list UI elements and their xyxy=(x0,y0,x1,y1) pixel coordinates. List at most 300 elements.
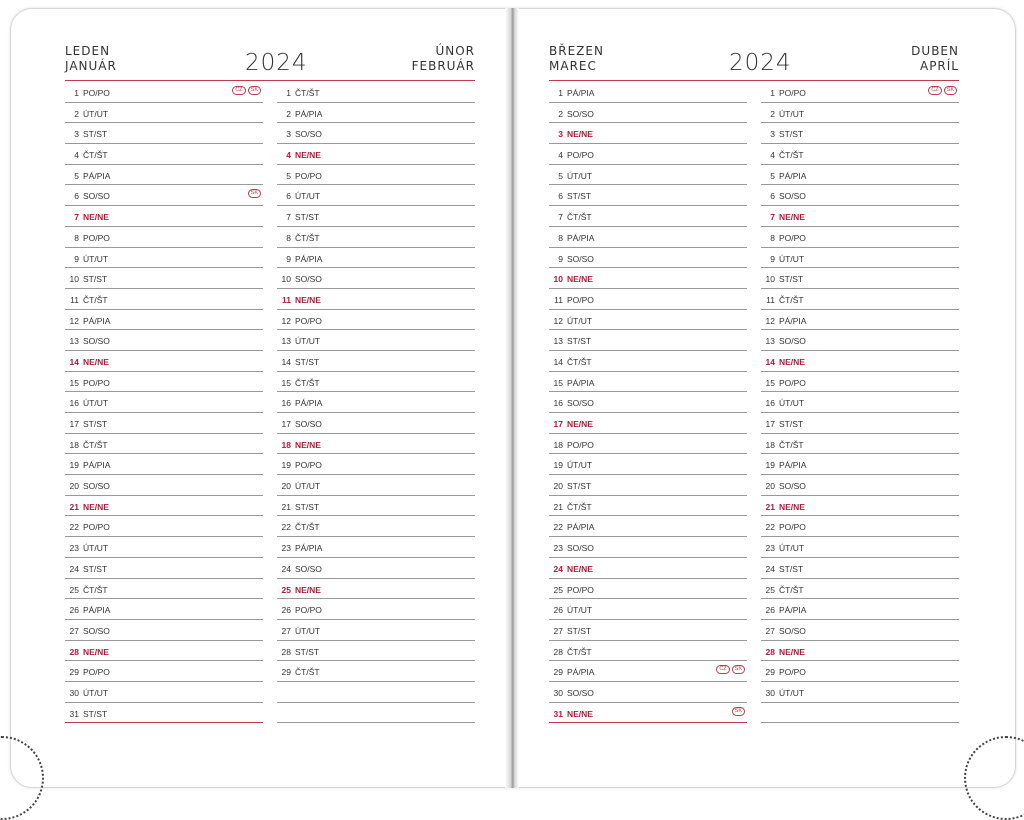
day-number: 19 xyxy=(281,460,291,471)
day-number: 28 xyxy=(553,646,563,657)
day-name: ČT/ŠT xyxy=(295,667,320,678)
day-name: NE/NE xyxy=(295,584,321,595)
day-number: 6 xyxy=(558,191,563,202)
day-number: 22 xyxy=(69,522,79,533)
day-number: 4 xyxy=(558,150,563,161)
day-name: ÚT/UT xyxy=(779,543,805,554)
day-name: PÁ/PIA xyxy=(83,460,111,471)
day-name: SO/SO xyxy=(295,274,322,285)
day-number: 20 xyxy=(69,481,79,492)
day-number: 8 xyxy=(286,232,291,243)
day-name: ČT/ŠT xyxy=(779,439,804,450)
day-row xyxy=(761,144,959,165)
day-number: 6 xyxy=(286,191,291,202)
day-row xyxy=(277,123,475,144)
day-name: ČT/ŠT xyxy=(567,646,592,657)
day-row xyxy=(549,682,747,703)
day-number: 2 xyxy=(558,108,563,119)
day-name: PO/PO xyxy=(83,232,110,243)
day-row xyxy=(549,310,747,331)
day-name: NE/NE xyxy=(567,274,593,285)
day-row xyxy=(549,144,747,165)
month-name-sk: APRÍL xyxy=(919,59,959,73)
day-name: ÚT/UT xyxy=(567,315,593,326)
day-number: 27 xyxy=(553,625,563,636)
day-name: SO/SO xyxy=(779,191,806,202)
day-number: 7 xyxy=(558,212,563,223)
day-row xyxy=(761,454,959,475)
day-name: ČT/ŠT xyxy=(295,232,320,243)
day-number: 23 xyxy=(765,543,775,554)
day-row xyxy=(277,310,475,331)
day-row xyxy=(65,351,263,372)
day-name: PÁ/PIA xyxy=(567,522,595,533)
day-name: SO/SO xyxy=(83,336,110,347)
day-row xyxy=(549,579,747,600)
day-row xyxy=(761,599,959,620)
day-row xyxy=(761,165,959,186)
day-row xyxy=(761,682,959,703)
day-name: PÁ/PIA xyxy=(83,315,111,326)
day-name: SO/SO xyxy=(567,543,594,554)
day-name: ST/ST xyxy=(295,212,320,223)
holiday-badge-cz: CZ xyxy=(928,86,941,95)
day-row xyxy=(761,579,959,600)
day-number: 12 xyxy=(765,315,775,326)
day-name: PÁ/PIA xyxy=(779,170,807,181)
day-row xyxy=(549,268,747,289)
day-name: ÚT/UT xyxy=(83,108,109,119)
day-row xyxy=(277,620,475,641)
day-name: NE/NE xyxy=(83,212,109,223)
holiday-badge-sk: SK xyxy=(944,86,957,95)
day-row xyxy=(549,123,747,144)
month-name-sk: JANUÁR xyxy=(65,59,117,73)
day-row xyxy=(65,227,263,248)
day-row xyxy=(549,289,747,310)
day-name: PO/PO xyxy=(83,88,110,98)
day-number: 13 xyxy=(553,336,563,347)
day-row xyxy=(549,475,747,496)
day-number: 5 xyxy=(770,170,775,181)
day-name: PÁ/PIA xyxy=(779,460,807,471)
day-number: 22 xyxy=(281,522,291,533)
day-number: 20 xyxy=(765,481,775,492)
day-number: 17 xyxy=(69,419,79,429)
day-number: 26 xyxy=(281,605,291,616)
year-label: 2024 xyxy=(245,50,308,76)
day-number: 10 xyxy=(281,274,291,285)
day-row xyxy=(761,516,959,537)
day-name: ST/ST xyxy=(567,481,592,492)
day-number: 20 xyxy=(553,481,563,492)
holiday-badge-cz: CZ xyxy=(232,86,245,95)
day-name: ČT/ŠT xyxy=(295,377,320,388)
month-label-february xyxy=(412,44,475,74)
day-number: 24 xyxy=(553,563,563,574)
day-row xyxy=(277,413,475,434)
day-number: 29 xyxy=(765,667,775,678)
day-number: 16 xyxy=(765,398,775,409)
day-row xyxy=(549,165,747,186)
day-row xyxy=(761,289,959,310)
day-number: 29 xyxy=(69,667,79,678)
day-number: 4 xyxy=(286,150,291,161)
day-name: PÁ/PIA xyxy=(567,232,595,243)
day-name: ČT/ŠT xyxy=(567,356,592,367)
day-name: ÚT/UT xyxy=(779,687,805,698)
day-row xyxy=(761,537,959,558)
day-number: 21 xyxy=(553,501,563,512)
day-row xyxy=(277,661,475,682)
day-row xyxy=(549,496,747,517)
holiday-badges xyxy=(732,707,745,716)
day-name: NE/NE xyxy=(295,439,321,450)
day-name: PÁ/PIA xyxy=(567,667,595,678)
day-row xyxy=(65,682,263,703)
day-number: 7 xyxy=(74,212,79,223)
day-number: 27 xyxy=(765,625,775,636)
day-name: ÚT/UT xyxy=(779,398,805,409)
day-row xyxy=(65,641,263,662)
day-name: ČT/ŠT xyxy=(567,212,592,223)
day-number: 19 xyxy=(765,460,775,471)
day-number: 31 xyxy=(69,708,79,719)
day-name: NE/NE xyxy=(779,501,805,512)
day-name: ÚT/UT xyxy=(567,170,593,181)
day-name: NE/NE xyxy=(83,646,109,657)
day-row xyxy=(761,620,959,641)
day-number: 27 xyxy=(281,625,291,636)
month-name-sk: FEBRUÁR xyxy=(411,59,475,73)
march-days-column xyxy=(549,82,747,723)
day-row xyxy=(65,310,263,331)
day-number: 21 xyxy=(69,501,79,512)
day-row xyxy=(761,123,959,144)
day-row xyxy=(277,372,475,393)
day-row xyxy=(761,206,959,227)
day-row xyxy=(65,661,263,682)
day-name: ČT/ŠT xyxy=(567,501,592,512)
day-number: 16 xyxy=(281,398,291,409)
day-row xyxy=(761,351,959,372)
day-name: ST/ST xyxy=(779,563,804,574)
day-number: 9 xyxy=(770,253,775,264)
day-name: ČT/ŠT xyxy=(83,584,108,595)
day-number: 13 xyxy=(765,336,775,347)
day-name: PÁ/PIA xyxy=(567,88,595,98)
day-name: ÚT/UT xyxy=(779,108,805,119)
day-name: NE/NE xyxy=(567,129,593,140)
day-name: SO/SO xyxy=(567,687,594,698)
day-row xyxy=(761,434,959,455)
day-row xyxy=(277,454,475,475)
day-row xyxy=(65,516,263,537)
day-name: PO/PO xyxy=(83,667,110,678)
day-number: 14 xyxy=(69,356,79,367)
day-number: 4 xyxy=(74,150,79,161)
day-row xyxy=(549,351,747,372)
day-row xyxy=(277,392,475,413)
day-row xyxy=(277,579,475,600)
day-row xyxy=(761,496,959,517)
day-row xyxy=(277,185,475,206)
day-number: 5 xyxy=(74,170,79,181)
day-row xyxy=(549,248,747,269)
day-name: SO/SO xyxy=(83,481,110,492)
day-name: ST/ST xyxy=(779,129,804,140)
april-days-column xyxy=(761,82,959,723)
day-number: 9 xyxy=(74,253,79,264)
holiday-badge-sk: SK xyxy=(732,707,745,716)
day-name: PO/PO xyxy=(83,377,110,388)
day-name: SO/SO xyxy=(567,253,594,264)
day-row xyxy=(761,392,959,413)
day-number: 9 xyxy=(558,253,563,264)
day-name: ÚT/UT xyxy=(83,687,109,698)
february-days-column xyxy=(277,82,475,723)
day-row xyxy=(761,661,959,682)
day-name: ÚT/UT xyxy=(567,605,593,616)
day-number: 13 xyxy=(69,336,79,347)
day-number: 15 xyxy=(69,377,79,388)
day-number: 26 xyxy=(69,605,79,616)
day-number: 11 xyxy=(70,294,79,305)
day-name: ST/ST xyxy=(83,129,108,140)
day-name: PÁ/PIA xyxy=(83,605,111,616)
day-name: SO/SO xyxy=(779,481,806,492)
day-number: 2 xyxy=(770,108,775,119)
day-number: 26 xyxy=(553,605,563,616)
day-number: 19 xyxy=(69,460,79,471)
day-name: SO/SO xyxy=(779,625,806,636)
day-name: NE/NE xyxy=(83,501,109,512)
day-name: NE/NE xyxy=(295,294,321,305)
day-name: ÚT/UT xyxy=(295,481,321,492)
day-number: 6 xyxy=(74,191,79,202)
day-name: ÚT/UT xyxy=(295,625,321,636)
day-name: SO/SO xyxy=(567,108,594,119)
month-name-sk: MAREC xyxy=(549,59,597,73)
day-name: PO/PO xyxy=(779,667,806,678)
day-number: 16 xyxy=(553,398,563,409)
day-row xyxy=(549,558,747,579)
day-name: SO/SO xyxy=(779,336,806,347)
day-name: PÁ/PIA xyxy=(295,108,323,119)
day-number: 10 xyxy=(69,274,79,285)
day-row xyxy=(277,289,475,310)
day-number: 24 xyxy=(765,563,775,574)
day-name: ČT/ŠT xyxy=(83,294,108,305)
day-row xyxy=(277,475,475,496)
day-number: 28 xyxy=(765,646,775,657)
day-number: 8 xyxy=(770,232,775,243)
day-name: ČT/ŠT xyxy=(779,294,804,305)
day-name: ST/ST xyxy=(83,708,108,719)
day-number: 13 xyxy=(281,336,291,347)
day-name: PO/PO xyxy=(567,294,594,305)
day-name: NE/NE xyxy=(295,150,321,161)
day-row xyxy=(277,268,475,289)
day-number: 18 xyxy=(69,439,79,450)
day-name: ÚT/UT xyxy=(567,460,593,471)
day-row xyxy=(549,392,747,413)
day-number: 28 xyxy=(281,646,291,657)
day-number: 15 xyxy=(553,377,563,388)
day-row xyxy=(65,475,263,496)
day-number: 30 xyxy=(553,687,563,698)
day-number: 8 xyxy=(74,232,79,243)
day-number: 25 xyxy=(281,584,291,595)
day-row xyxy=(277,330,475,351)
day-name: ÚT/UT xyxy=(83,398,109,409)
day-number: 15 xyxy=(765,377,775,388)
day-name: ST/ST xyxy=(779,419,804,429)
day-row xyxy=(549,516,747,537)
day-row xyxy=(761,248,959,269)
day-row xyxy=(761,185,959,206)
day-name: NE/NE xyxy=(567,563,593,574)
day-row xyxy=(277,682,475,703)
day-name: ST/ST xyxy=(83,419,108,429)
day-row xyxy=(549,185,747,206)
day-name: SO/SO xyxy=(295,419,322,429)
day-number: 1 xyxy=(558,88,563,98)
day-row xyxy=(549,227,747,248)
day-row xyxy=(277,206,475,227)
left-page-header xyxy=(65,44,475,81)
day-row xyxy=(65,579,263,600)
day-name: ČT/ŠT xyxy=(83,439,108,450)
day-number: 8 xyxy=(558,232,563,243)
day-number: 10 xyxy=(765,274,775,285)
day-row xyxy=(277,703,475,724)
day-name: ÚT/UT xyxy=(83,543,109,554)
day-row xyxy=(65,703,263,724)
day-row xyxy=(761,268,959,289)
day-name: NE/NE xyxy=(779,212,805,223)
day-row xyxy=(549,703,747,724)
day-row xyxy=(277,599,475,620)
day-number: 4 xyxy=(770,150,775,161)
book-spine xyxy=(505,8,519,788)
day-row xyxy=(65,165,263,186)
day-row xyxy=(549,82,747,103)
day-row xyxy=(277,558,475,579)
day-row xyxy=(65,413,263,434)
day-number: 21 xyxy=(765,501,775,512)
day-name: PO/PO xyxy=(295,605,322,616)
day-name: ST/ST xyxy=(567,336,592,347)
day-name: PÁ/PIA xyxy=(295,253,323,264)
day-number: 7 xyxy=(286,212,291,223)
day-name: ST/ST xyxy=(295,356,320,367)
day-number: 3 xyxy=(558,129,563,140)
day-number: 1 xyxy=(74,88,79,98)
day-number: 30 xyxy=(765,687,775,698)
day-row xyxy=(65,392,263,413)
day-number: 25 xyxy=(553,584,563,595)
day-name: PÁ/PIA xyxy=(779,605,807,616)
day-name: ÚT/UT xyxy=(295,336,321,347)
day-number: 18 xyxy=(765,439,775,450)
holiday-badges xyxy=(248,189,261,198)
day-name: PO/PO xyxy=(567,584,594,595)
day-name: PO/PO xyxy=(779,522,806,533)
day-number: 19 xyxy=(553,460,563,471)
day-row xyxy=(277,103,475,124)
day-name: PO/PO xyxy=(295,315,322,326)
day-number: 28 xyxy=(69,646,79,657)
day-name: SO/SO xyxy=(567,398,594,409)
day-row xyxy=(65,434,263,455)
day-name: PO/PO xyxy=(295,460,322,471)
day-row xyxy=(277,248,475,269)
day-row xyxy=(65,454,263,475)
day-row xyxy=(277,82,475,103)
day-number: 20 xyxy=(281,481,291,492)
day-row xyxy=(761,641,959,662)
day-number: 14 xyxy=(765,356,775,367)
day-number: 17 xyxy=(765,419,775,429)
day-name: PÁ/PIA xyxy=(295,398,323,409)
day-row xyxy=(277,227,475,248)
day-name: ST/ST xyxy=(567,191,592,202)
day-name: ST/ST xyxy=(295,501,320,512)
day-name: PO/PO xyxy=(779,232,806,243)
day-row xyxy=(65,599,263,620)
day-number: 12 xyxy=(281,315,291,326)
day-row xyxy=(65,496,263,517)
day-name: ST/ST xyxy=(83,563,108,574)
day-name: ČT/ŠT xyxy=(779,150,804,161)
month-name-cz: ÚNOR xyxy=(435,44,475,58)
day-name: NE/NE xyxy=(567,708,593,719)
day-number: 31 xyxy=(553,708,563,719)
day-name: SO/SO xyxy=(295,563,322,574)
day-name: PÁ/PIA xyxy=(295,543,323,554)
day-name: ČT/ŠT xyxy=(295,88,320,98)
year-label: 2024 xyxy=(729,50,792,76)
holiday-badges xyxy=(232,86,261,95)
day-number: 3 xyxy=(770,129,775,140)
day-number: 11 xyxy=(766,294,775,305)
day-row xyxy=(761,475,959,496)
day-name: ÚT/UT xyxy=(83,253,109,264)
day-number: 5 xyxy=(558,170,563,181)
day-number: 1 xyxy=(286,88,291,98)
day-number: 9 xyxy=(286,253,291,264)
day-number: 29 xyxy=(281,667,291,678)
day-row xyxy=(65,372,263,393)
day-row xyxy=(277,434,475,455)
day-row xyxy=(761,310,959,331)
day-row xyxy=(761,413,959,434)
day-number: 30 xyxy=(69,687,79,698)
day-row xyxy=(549,599,747,620)
day-row xyxy=(65,82,263,103)
day-row xyxy=(277,537,475,558)
day-row xyxy=(65,537,263,558)
day-number: 22 xyxy=(765,522,775,533)
month-name-cz: LEDEN xyxy=(65,44,111,58)
day-number: 14 xyxy=(281,356,291,367)
holiday-badge-sk: SK xyxy=(248,189,261,198)
day-row xyxy=(761,558,959,579)
day-row xyxy=(65,289,263,310)
day-row xyxy=(277,144,475,165)
day-number: 12 xyxy=(553,315,563,326)
